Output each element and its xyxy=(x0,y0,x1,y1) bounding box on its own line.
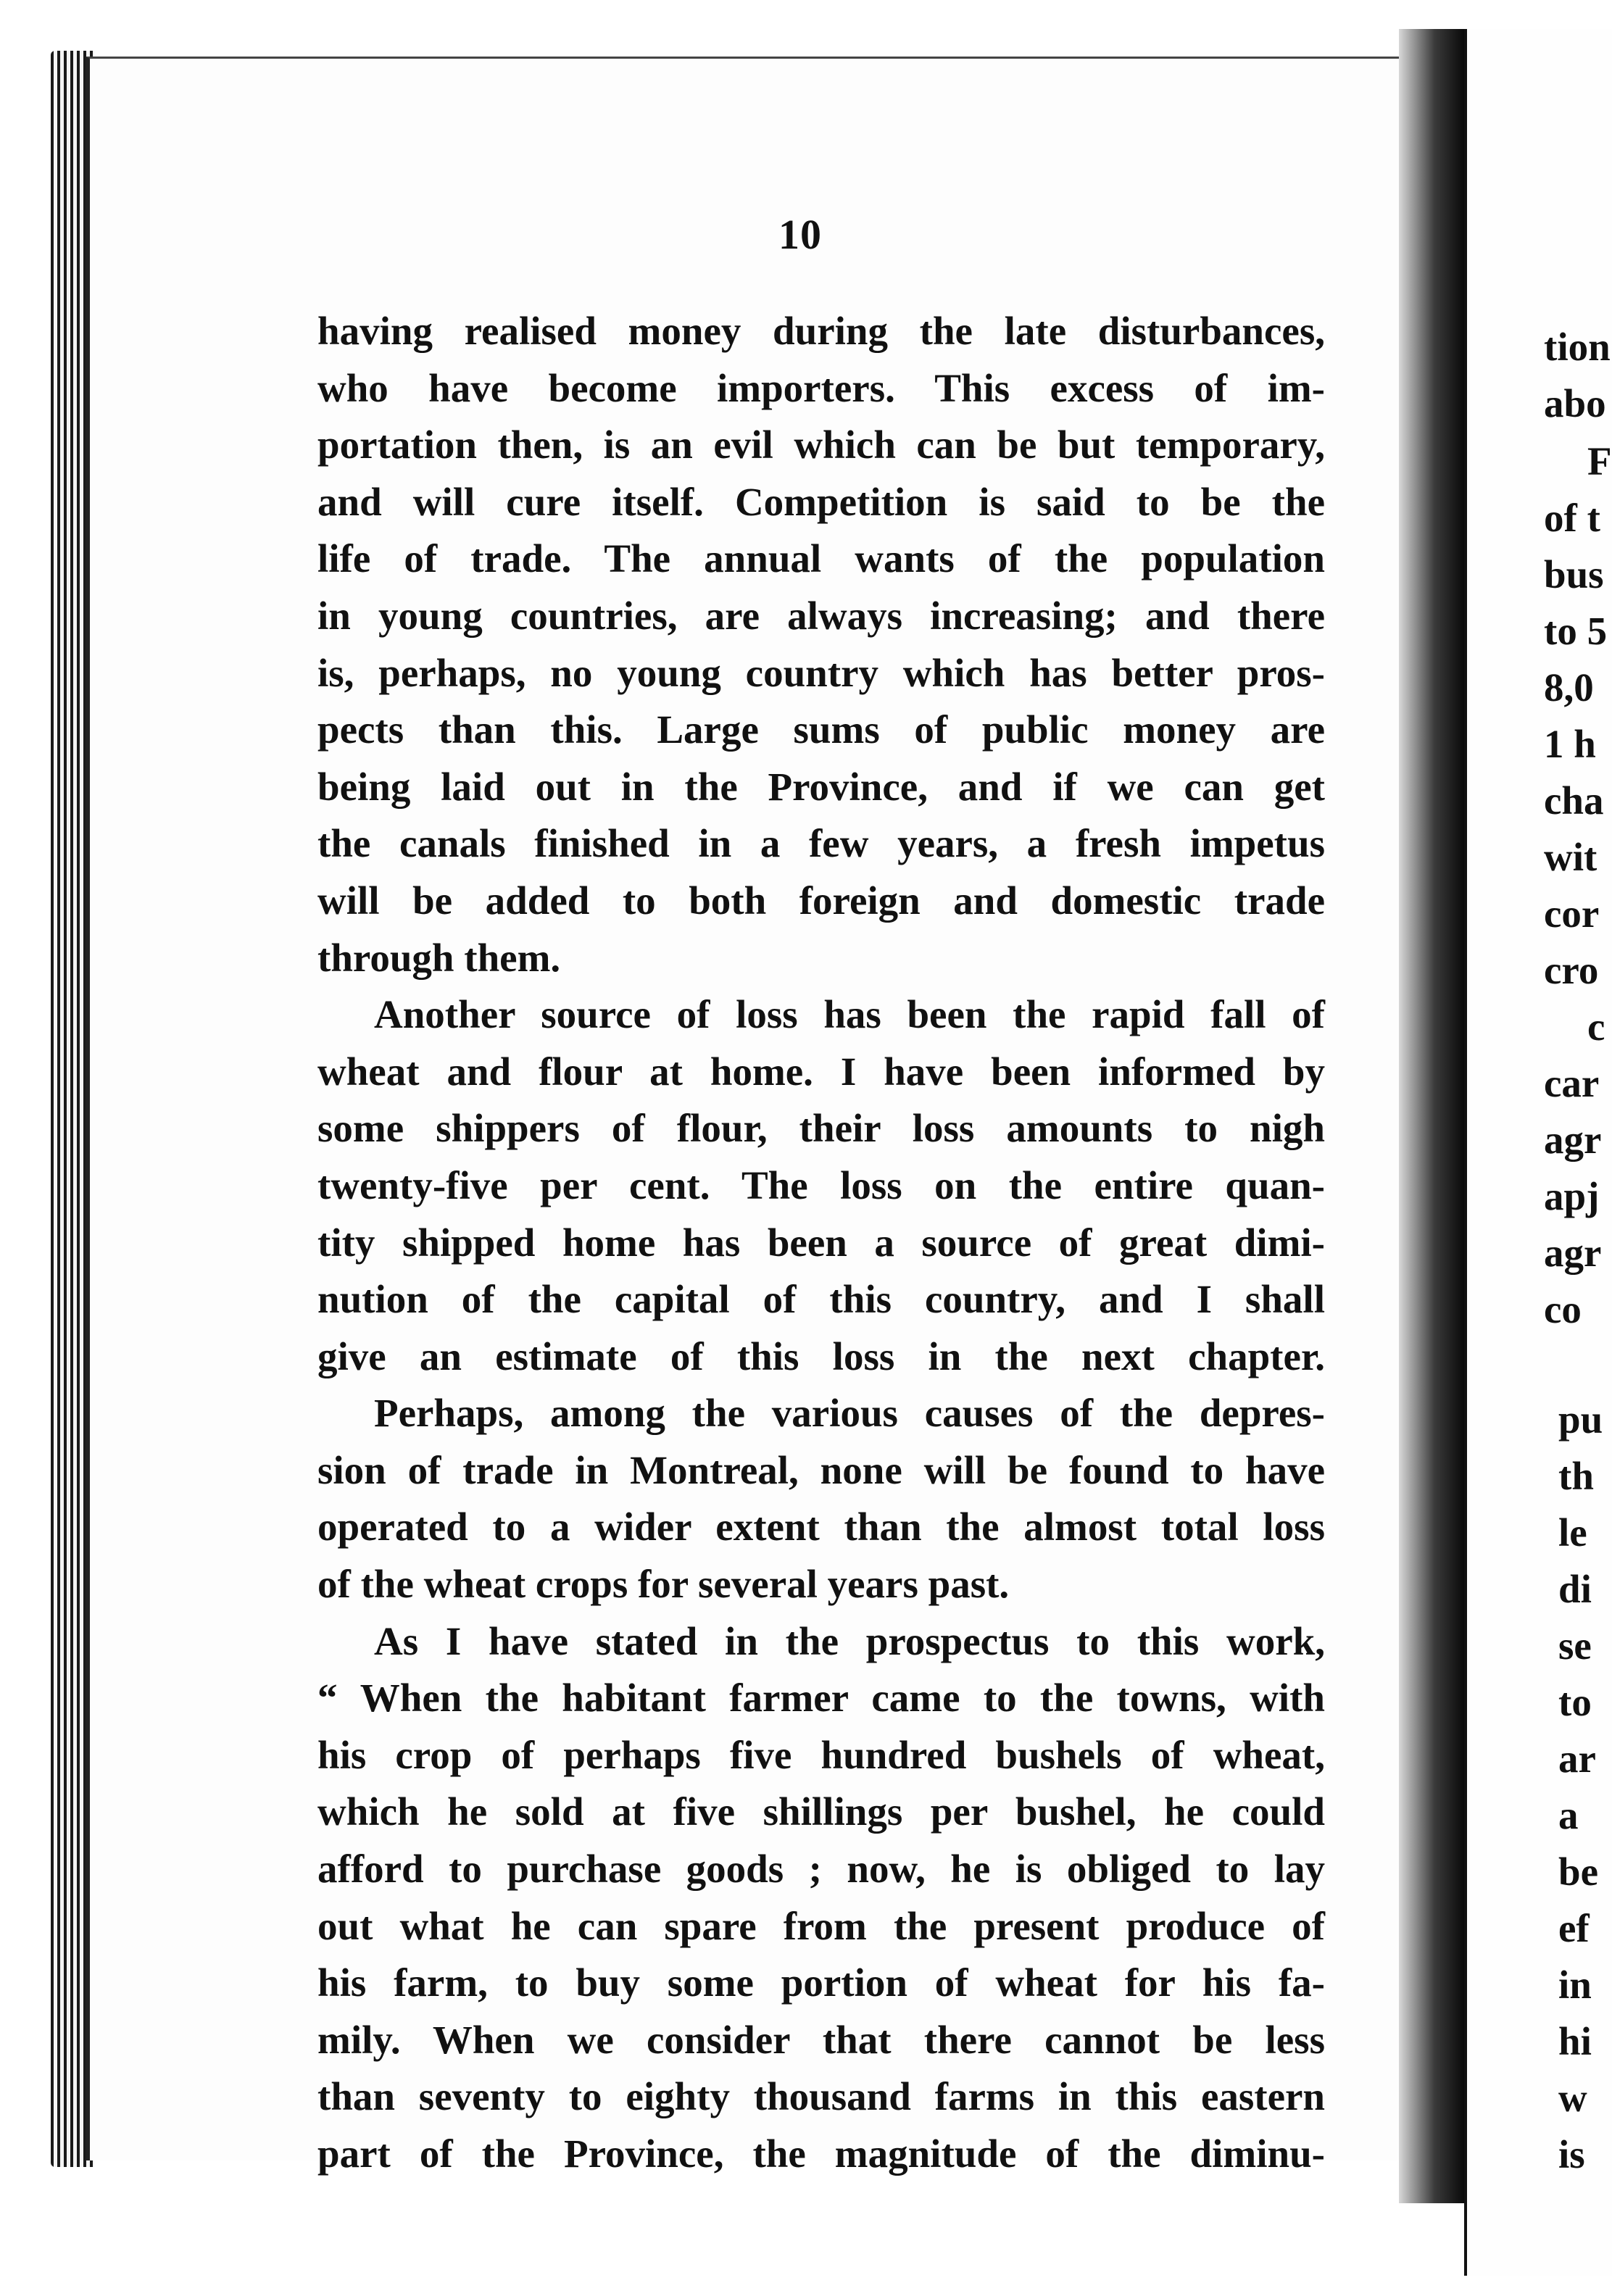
text-line: mily. When we consider that there cannot be less xyxy=(317,2017,1325,2062)
facing-page-fragment: pu xyxy=(1558,1397,1603,1442)
facing-page-fragment: is xyxy=(1558,2132,1585,2176)
text-line: pects than this. Large sums of public money are xyxy=(317,707,1325,752)
text-line: some shippers of flour, their loss amounts to nigh xyxy=(317,1106,1325,1151)
text-line: which he sold at five shillings per bushel, he could xyxy=(317,1789,1325,1834)
facing-page-fragment: agr xyxy=(1544,1118,1602,1162)
facing-page-fragment: of t xyxy=(1544,496,1600,540)
facing-page-fragment: wit xyxy=(1544,835,1598,879)
text-line: afford to purchase goods ; now, he is obliged to lay xyxy=(317,1847,1325,1892)
facing-page-fragment: in xyxy=(1558,1963,1592,2007)
facing-page-fragment: w xyxy=(1558,2076,1587,2120)
facing-page-fragment: cha xyxy=(1544,778,1604,823)
facing-page-fragment: se xyxy=(1558,1623,1592,1668)
text-line: his crop of perhaps five hundred bushels of wheat, xyxy=(317,1732,1325,1777)
facing-page-fragment: c xyxy=(1587,1004,1605,1049)
text-line: “ When the habitant farmer came to the towns, with xyxy=(317,1676,1325,1721)
facing-page-fragment: to 5 xyxy=(1544,609,1608,653)
text-line: sion of trade in Montreal, none will be found to have xyxy=(317,1447,1325,1492)
facing-page-fragment: ef xyxy=(1558,1906,1590,1950)
facing-page-fragment: 8,0 xyxy=(1544,665,1594,710)
text-line: being laid out in the Province, and if we can get xyxy=(317,764,1325,809)
facing-page-fragment: le xyxy=(1558,1510,1587,1555)
text-line: of the wheat crops for several years past. xyxy=(317,1562,1010,1607)
facing-page-fragment: abo xyxy=(1544,381,1606,425)
text-line: is, perhaps, no young country which has better pros- xyxy=(317,650,1325,695)
facing-page-fragment: F xyxy=(1587,439,1612,483)
facing-page-fragment: apj xyxy=(1544,1174,1600,1218)
page-number: 10 xyxy=(778,211,822,258)
text-line: than seventy to eighty thousand farms in this eastern xyxy=(317,2074,1325,2119)
text-line: having realised money during the late disturbances, xyxy=(317,309,1325,353)
facing-page-fragment: agr xyxy=(1544,1231,1602,1275)
facing-page-fragment: th xyxy=(1558,1454,1594,1498)
text-line: portation then, is an evil which can be but temporary, xyxy=(317,423,1325,467)
text-line: As I have stated in the prospectus to this work, xyxy=(374,1618,1325,1663)
facing-page-fragment: to xyxy=(1558,1680,1592,1724)
facing-page-fragment: a xyxy=(1558,1793,1579,1837)
facing-page-fragment: bus xyxy=(1544,552,1604,596)
facing-page-fragment: cor xyxy=(1544,891,1600,936)
text-line: Perhaps, among the various causes of the depres- xyxy=(374,1391,1325,1436)
text-line: part of the Province, the magnitude of the diminu- xyxy=(317,2131,1325,2176)
facing-page-fragment: ar xyxy=(1558,1736,1596,1781)
facing-page-fragment: cro xyxy=(1544,948,1599,992)
text-line: his farm, to buy some portion of wheat for his fa- xyxy=(317,1960,1325,2005)
text-line: and will cure itself. Competition is said to be the xyxy=(317,479,1325,524)
gutter-shadow xyxy=(1399,29,1464,2203)
facing-page-fragment: tion xyxy=(1544,325,1611,369)
text-line: who have become importers. This excess of im- xyxy=(317,365,1325,410)
text-line: out what he can spare from the present produce of xyxy=(317,1903,1325,1948)
text-line: give an estimate of this loss in the next chapter. xyxy=(317,1334,1325,1378)
facing-page-fragment: be xyxy=(1558,1850,1598,1894)
text-line: will be added to both foreign and domestic trade xyxy=(317,878,1325,923)
facing-page-fragment: co xyxy=(1544,1287,1582,1331)
facing-page-fragment: car xyxy=(1544,1061,1600,1105)
facing-page-fragment: di xyxy=(1558,1567,1592,1611)
facing-page-fragment: 1 h xyxy=(1544,722,1596,766)
text-line: twenty-five per cent. The loss on the entire quan- xyxy=(317,1162,1325,1207)
text-line: in young countries, are always increasing; and there xyxy=(317,593,1325,638)
page-body-text xyxy=(317,303,1325,2183)
text-line: tity shipped home has been a source of great dimi- xyxy=(317,1220,1325,1265)
text-line: through them. xyxy=(317,935,561,980)
text-line: operated to a wider extent than the almost total loss xyxy=(317,1505,1325,1550)
text-line: life of trade. The annual wants of the population xyxy=(317,536,1325,581)
text-line: wheat and flour at home. I have been informed by xyxy=(317,1049,1325,1094)
text-line: Another source of loss has been the rapid fall of xyxy=(374,992,1325,1037)
facing-page-fragment: hi xyxy=(1558,2019,1592,2063)
text-line: the canals finished in a few years, a fresh impetus xyxy=(317,821,1325,866)
text-line: nution of the capital of this country, and I shall xyxy=(317,1277,1325,1322)
